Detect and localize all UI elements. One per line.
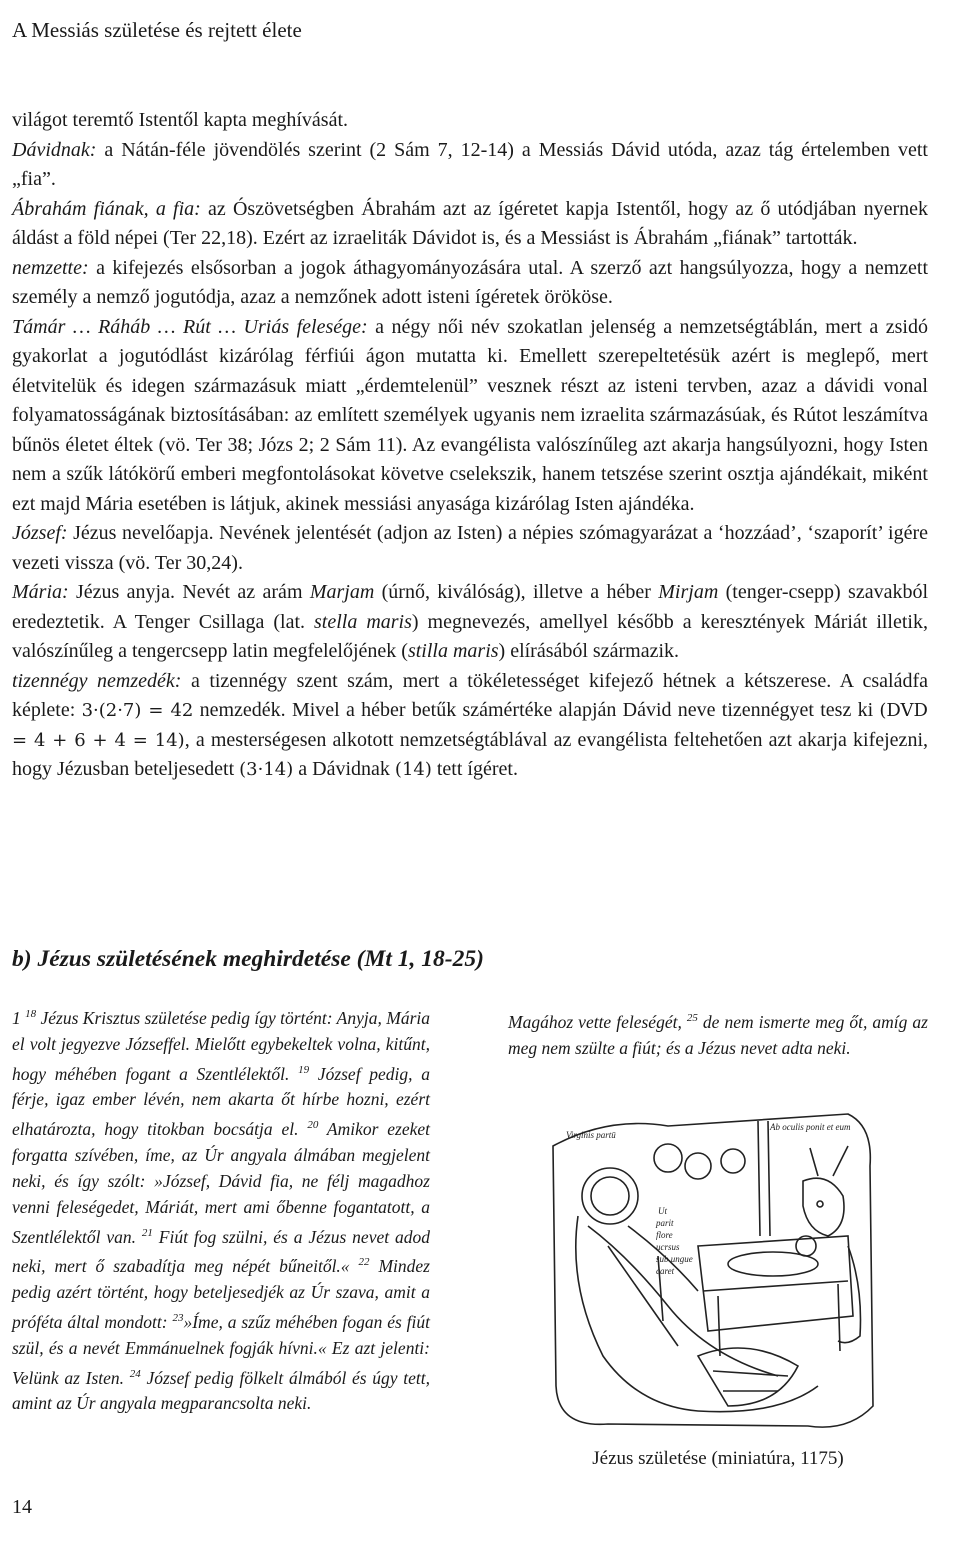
verse-number: 19 bbox=[298, 1063, 310, 1076]
page-number: 14 bbox=[12, 1496, 32, 1518]
commentary-text-2: az Ószövetségben Ábrahám azt az ígéretet kapja Istentől, hogy az ő utódjában nyernek áldást a föld népei (Ter 22,18). Ezért az izraeliták Dávidot is, és a Messiást is Ábrahám „fiának” tartották. bbox=[12, 197, 928, 249]
figure-caption: Jézus születése (miniatúra, 1175) bbox=[592, 1448, 844, 1469]
verse-number: 21 bbox=[141, 1226, 153, 1239]
commentary-para bbox=[12, 313, 928, 520]
verse-number: 22 bbox=[358, 1256, 370, 1269]
verse-number: 18 bbox=[25, 1008, 37, 1020]
verse-text: Magához vette feleségét, bbox=[508, 1011, 687, 1032]
inscription: flore bbox=[656, 1230, 673, 1240]
maria-text: Jézus anyja. Nevét az arám bbox=[68, 581, 310, 603]
commentary-text-1: a Nátán-féle jövendölés szerint (2 Sám 7, 12-14) a Messiás Dávid utóda, azaz tág értelemben vett „fia”. bbox=[12, 138, 928, 190]
tizennegy-text: tett ígéret. bbox=[431, 758, 518, 780]
commentary-text-5: Jézus nevelőapja. Nevének jelentését (adjon az Isten) a népies szómagyarázat a ‘hozzáad’, ‘szaporít’ igére vezeti vissza (vö. Ter 30,24). bbox=[12, 522, 928, 574]
commentary-text-4: a négy női név szokatlan jelenség a nemzetségtáblán, mert a zsidó gyakorlat a jogutódlást kizárólag férfiúi ágon mutatta ki. Emellett szerepeltetésük azért is meglepő, mert életvitelük és idegen származásuk miatt „érdemtelenül” vesznek részt az isteni tervben, azaz a dávidi vonal folyamatosságának biztosításában: az említett személyek ugyanis nem izraelita származásúak, és Rútot leszámítva bűnös életet éltek (vö. Ter 38; Józs 2; 2 Sám 11). Az evangélista valószínűleg azt akarja hangsúlyozni, hogy Isten nem a szűk látókörű emberi megfontolásokat követve cselekszik, hanem tetszése szerint osztja ajándékait, miként ezt majd Mária esetében is látjuk, akinek messiási anyasága kizárólag Isten ajándéka. bbox=[12, 315, 928, 515]
scripture-right-column bbox=[508, 1006, 928, 1062]
formula: (14) bbox=[394, 759, 432, 780]
commentary-para bbox=[12, 136, 928, 195]
maria-text: ) elírásából származik. bbox=[498, 640, 679, 662]
commentary-para bbox=[12, 195, 928, 254]
tizennegy-text: , a mesterségesen alkotott nemzetségtáblával az evangélista feltehetően azt akarja kifejezni, hogy Jézusban beteljesedett bbox=[12, 728, 928, 780]
tizennegy-text: nemzedék. Mivel a héber betűk számértéke alapján Dávid neve tizennégyet tesz ki bbox=[193, 699, 880, 721]
verse-text: Amikor ezeket forgatta szívében, íme, az Úr angyala álmában megjelent neki, és így szólt: »József, Dávid fia, ne félj magadhoz venni feleségedet, Máriát, mert ami őbenne fogantatott, a Szentlélektől van. bbox=[12, 1119, 430, 1247]
maria-text: ) megnevezés, amellyel később a keresztények Máriát illetik, valószínűleg a tengercsepp latin megfelelőjének ( bbox=[12, 610, 928, 662]
inscription: parit bbox=[656, 1218, 674, 1228]
maria-text: (tenger-csepp) szavakból eredeztetik. A Tenger Csillaga (lat. bbox=[12, 581, 929, 633]
inscription: caret bbox=[656, 1266, 675, 1276]
commentary-para-tizennegy bbox=[12, 667, 928, 785]
chapter-number: 1 bbox=[12, 1007, 21, 1028]
formula: (3·14) bbox=[239, 759, 294, 780]
tizennegy-text: a tizennégy szent szám, mert a tökéletességet kifejező hétnek a kétszerese. A családfa képlete: bbox=[12, 669, 928, 721]
term-jozsef: József: bbox=[12, 522, 68, 544]
term-davidnak: Dávidnak: bbox=[12, 138, 97, 161]
commentary-para-maria bbox=[12, 578, 928, 667]
term-nemzette: nemzette: bbox=[12, 256, 89, 279]
commentary-para bbox=[12, 519, 928, 578]
verse-text: Jézus Krisztus születése pedig így történt: Anyja, Mária el volt jegyezve Józseffel. Mielőtt egybekeltek volna, kitűnt, hogy méhében fogant a Szentlélektől. bbox=[12, 1007, 431, 1084]
verse-text: de nem ismerte meg őt, amíg az meg nem szülte a fiút; és a Jézus nevet adta neki. bbox=[508, 1011, 928, 1058]
verse-text: Fiút fog szülni, és a Jézus nevet adod neki, mert ő szabadítja meg népét bűneitől.« bbox=[12, 1226, 430, 1277]
inscription: Ab oculis ponit et eum bbox=[770, 1122, 851, 1132]
verse-number: 24 bbox=[129, 1367, 141, 1380]
running-header: A Messiás születése és rejtett élete bbox=[12, 18, 302, 42]
tizennegy-text: a Dávidnak bbox=[293, 758, 395, 780]
commentary-text-3: a kifejezés elsősorban a jogok áthagyományozására utal. A szerző azt hangsúlyozza, hogy a nemzett személy a nemző jogutódja, azaz a nemzőnek adott isteni ígéretek örököse. bbox=[12, 256, 928, 308]
verse-text: József pedig, a férje, igaz ember lévén, nem akarta őt hírbe hozni, ezért elhatározta, hogy titokban bocsátja el. bbox=[12, 1063, 430, 1140]
term-maria: Mária: bbox=[12, 581, 69, 603]
maria-word: Mirjam bbox=[658, 581, 719, 603]
verse-number: 20 bbox=[307, 1119, 319, 1132]
scripture-left-column bbox=[12, 1002, 430, 1417]
term-tizennegy: tizennégy nemzedék: bbox=[12, 669, 182, 692]
verse-number: 23 bbox=[172, 1312, 184, 1325]
inscription: sub ungue bbox=[656, 1254, 693, 1264]
inscription: ucrsus bbox=[656, 1242, 680, 1252]
verse-number: 25 bbox=[686, 1012, 698, 1024]
verse-text: Mindez pedig azért történt, hogy beteljesedjék az Úr szava, amit a próféta által mondott: bbox=[12, 1256, 430, 1332]
inscription: Virginis partū bbox=[566, 1130, 616, 1140]
nativity-drawing bbox=[548, 1106, 878, 1436]
nativity-miniature-image bbox=[548, 1106, 878, 1436]
formula: (DVD = 4 + 6 + 4 = 14) bbox=[12, 700, 928, 751]
maria-word: stella maris bbox=[314, 610, 412, 633]
formula: 3·(2·7) = 42 bbox=[81, 700, 194, 721]
commentary-text-0: világot teremtő Istentől kapta meghívását. bbox=[12, 109, 349, 131]
term-four-women: Támár … Ráháb … Rút … Uriás felesége: bbox=[12, 315, 368, 338]
maria-text: (úrnő, kiválóság), illetve a héber bbox=[374, 581, 659, 603]
maria-word: stilla maris bbox=[407, 640, 499, 662]
verse-text: »Íme, a szűz méhében fogan és fiút szül, és a nevét Emmánuelnek fogják hívni.« Ez azt jelenti: Velünk az Isten. bbox=[12, 1311, 431, 1388]
section-title: b) Jézus születésének meghirdetése (Mt 1, 18-25) bbox=[12, 946, 484, 972]
commentary-para bbox=[12, 106, 928, 136]
inscription: Ut bbox=[658, 1206, 667, 1216]
commentary-para bbox=[12, 254, 928, 313]
term-abraham: Ábrahám fiának, a fia: bbox=[12, 197, 201, 220]
verse-text: József pedig fölkelt álmából és úgy tett, amint az Úr angyala megparancsolta neki. bbox=[12, 1367, 431, 1414]
maria-word: Marjam bbox=[309, 581, 375, 603]
commentary-text bbox=[12, 106, 928, 785]
